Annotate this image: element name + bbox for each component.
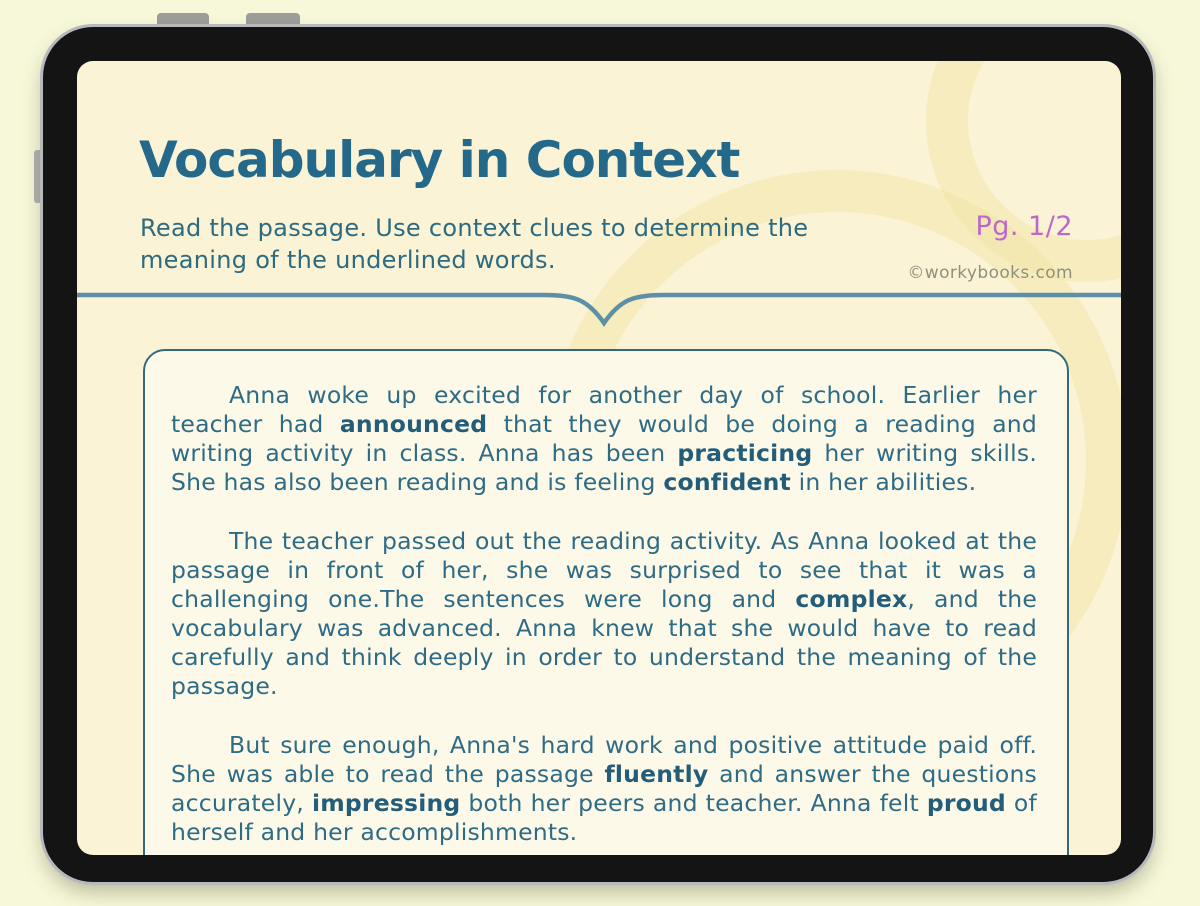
vocabulary-word: announced [339, 410, 488, 438]
passage-paragraph [171, 527, 1037, 701]
passage-text: and answer the questions accurately, [171, 760, 1037, 817]
vocabulary-word: impressing [311, 789, 461, 817]
tablet-frame [43, 27, 1153, 882]
passage-text: But sure enough, Anna's hard work and positive attitude paid off. She was able to read the passage [171, 731, 1037, 788]
passage-text: both her peers and teacher. Anna felt [460, 789, 927, 817]
passage [171, 381, 1037, 847]
passage-box [143, 349, 1069, 855]
vocabulary-word: practicing [677, 439, 813, 467]
vocabulary-word: fluently [604, 760, 709, 788]
passage-text: of herself and her accomplishments. [171, 789, 1037, 846]
page-title: Vocabulary in Context [139, 131, 740, 189]
vocabulary-word: confident [663, 468, 791, 496]
instructions-text: Read the passage. Use context clues to determine the meaning of the underlined words. [140, 214, 809, 274]
passage-paragraph [171, 731, 1037, 847]
passage-text: in her abilities. [790, 468, 977, 496]
passage-text: her writing skills. She has also been reading and is feeling [171, 439, 1037, 496]
passage-text: , and the vocabulary was advanced. Anna knew that she would have to read carefully and think deeply in order to understand the meaning of the passage. [171, 585, 1037, 700]
page-indicator: Pg. 1/2 [975, 211, 1073, 242]
vocabulary-word: complex [795, 585, 908, 613]
watermark-text: ©workybooks.com [907, 263, 1073, 283]
passage-paragraph [171, 381, 1037, 497]
passage-text: that they would be doing a reading and writing activity in class. Anna has been [171, 410, 1038, 467]
book-divider-line [77, 291, 1121, 331]
vocabulary-word: proud [926, 789, 1006, 817]
passage-text: The teacher passed out the reading activity. As Anna looked at the passage in front of her, she was surprised to see that it was a challenging one.The sentences were long and [171, 527, 1037, 613]
passage-text: Anna woke up excited for another day of school. Earlier her teacher had [171, 381, 1037, 438]
worksheet-page [77, 61, 1121, 855]
